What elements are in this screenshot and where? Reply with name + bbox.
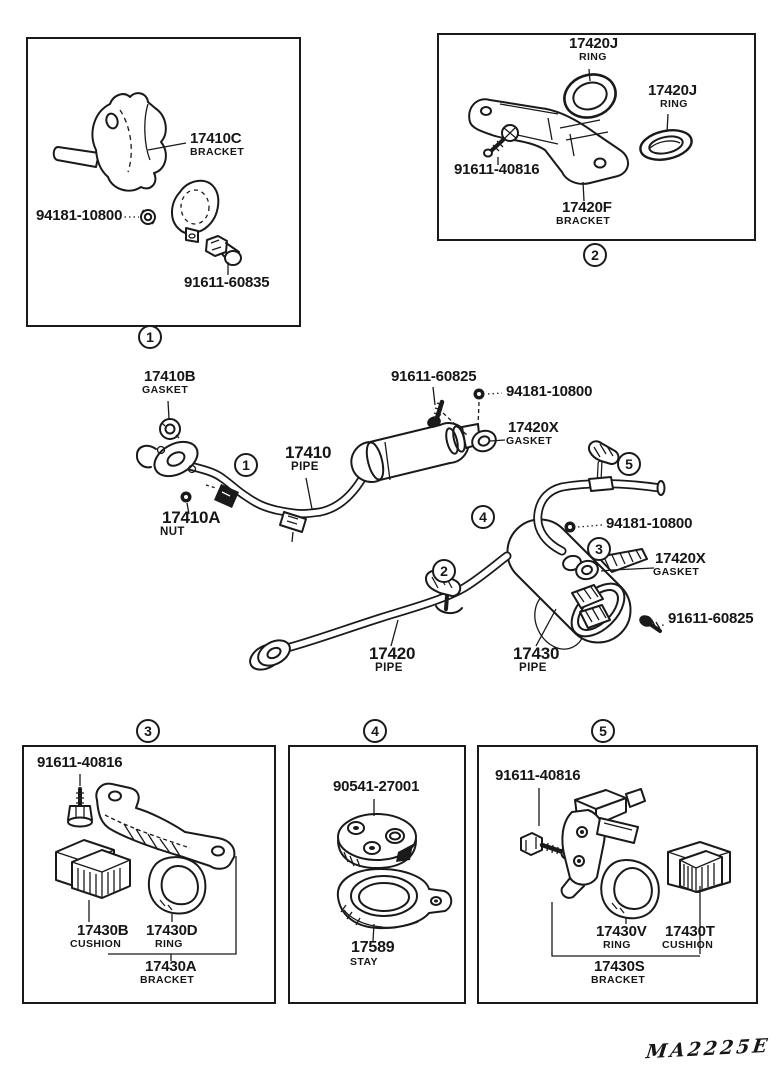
callout-main-2: 2: [432, 559, 456, 583]
part-number: 17430A: [145, 958, 197, 975]
callout-main-5: 5: [617, 452, 641, 476]
inset5-ring-drawing: [601, 860, 659, 918]
inset4-stay-drawing: [338, 869, 451, 928]
part-label-91611-40816-inset5: [495, 768, 580, 784]
part-name: BRACKET: [591, 973, 646, 986]
part-label-17430: [513, 645, 559, 675]
gasket-front-drawing: [160, 419, 180, 439]
part-label-17410a: [162, 509, 220, 539]
part-label-17420f: [556, 199, 612, 227]
muffler-drawing: [507, 519, 634, 657]
part-number: 17410C: [190, 130, 242, 147]
part-name: RING: [660, 97, 688, 110]
inset1-bracket-drawing: [54, 93, 241, 275]
part-number: 17430: [513, 644, 560, 663]
part-label-17420x-mid: [508, 420, 559, 447]
part-label-94181-10800-inset1: [36, 208, 122, 224]
drawing-code: MA2225E: [644, 1034, 772, 1064]
part-label-17420: [369, 645, 415, 675]
part-label-17430d: [146, 923, 197, 950]
part-name: CUSHION: [662, 938, 714, 951]
part-number: 94181-10800: [36, 207, 123, 224]
part-name: PIPE: [519, 661, 547, 674]
callout-inset-1: 1: [138, 325, 162, 349]
part-number: 17589: [351, 939, 395, 956]
part-number: 91611-60825: [668, 610, 754, 627]
part-number: 17420X: [655, 550, 706, 567]
part-number: 17410A: [162, 508, 221, 527]
part-name: CUSHION: [70, 937, 122, 950]
part-number: 17420J: [569, 35, 618, 52]
part-number: 94181-10800: [506, 383, 593, 400]
part-number: 91611-60835: [184, 274, 270, 291]
nut-lower-drawing: [565, 522, 576, 533]
inset4-cushion-drawing: [338, 814, 416, 868]
part-label-17410: [285, 444, 331, 474]
inset3-cushion-drawing: [56, 840, 130, 898]
part-label-17420j-upper: [569, 36, 618, 63]
part-label-94181-10800-upper: [506, 384, 592, 400]
inset1-nut-drawing: [141, 210, 155, 224]
part-name: BRACKET: [556, 214, 611, 227]
part-name: RING: [155, 937, 183, 950]
part-label-17430b: [70, 922, 129, 950]
part-number: 17420X: [508, 419, 559, 436]
part-label-17430v: [596, 924, 647, 951]
inset5-cushion-drawing: [668, 842, 730, 892]
part-number: 17430S: [594, 958, 645, 975]
part-name: STAY: [350, 955, 378, 968]
part-number: 17430D: [146, 922, 198, 939]
inset1-bolt-drawing: [206, 236, 241, 265]
part-name: GASKET: [142, 383, 189, 396]
part-label-17410b: [144, 369, 195, 396]
nut-upper-drawing: [474, 389, 485, 400]
callout-inset-4: 4: [363, 719, 387, 743]
part-name: PIPE: [291, 460, 319, 473]
part-label-90541-27001: [333, 779, 419, 795]
part-label-91611-40816-inset2: [454, 162, 539, 178]
part-label-17430s: [591, 958, 646, 986]
part-label-17430a: [140, 958, 197, 986]
part-name: NUT: [160, 525, 185, 538]
callout-inset-3: 3: [136, 719, 160, 743]
part-name: GASKET: [653, 565, 700, 578]
callout-inset-5: 5: [591, 719, 615, 743]
part-number: 91611-40816: [37, 754, 123, 771]
part-name: GASKET: [506, 434, 553, 447]
part-label-91611-40816-inset3: [37, 755, 122, 771]
callout-main-3: 3: [587, 537, 611, 561]
inset3-ring-drawing: [149, 857, 206, 913]
inset4-drawing: [338, 799, 451, 941]
part-label-17420x-rear: [655, 551, 706, 578]
part-name: RING: [603, 938, 631, 951]
part-number: 90541-27001: [333, 778, 420, 795]
part-number: 91611-40816: [454, 161, 540, 178]
callout-main-1: 1: [234, 453, 258, 477]
resonator-drawing: [351, 423, 480, 482]
part-name: RING: [579, 50, 607, 63]
part-number: 17430B: [77, 922, 129, 939]
bolt-lower-drawing: [637, 613, 660, 631]
part-label-91611-60825-lower: [668, 611, 753, 627]
part-name: PIPE: [375, 661, 403, 674]
part-label-91611-60825-upper: [391, 369, 476, 385]
part-number: 17420: [369, 644, 416, 663]
front-nut-drawing: [181, 492, 192, 503]
part-label-91611-60835: [184, 275, 269, 291]
part-number: 91611-40816: [495, 767, 581, 784]
part-label-17589: [351, 940, 395, 968]
part-number: 17420J: [648, 82, 697, 99]
part-number: 17410B: [144, 368, 196, 385]
callout-inset-2: 2: [583, 243, 607, 267]
part-number: 94181-10800: [606, 515, 693, 532]
inset3-bolt-drawing: [68, 789, 92, 827]
callout-main-4: 4: [471, 505, 495, 529]
part-number: 17420F: [562, 199, 612, 216]
part-label-94181-10800-lower: [606, 516, 692, 532]
part-name: BRACKET: [190, 145, 245, 158]
part-label-17420j-lower: [648, 83, 697, 110]
part-number: 17430T: [665, 923, 715, 940]
part-number: 17410: [285, 443, 332, 462]
part-label-17410c: [190, 131, 244, 158]
part-name: BRACKET: [140, 973, 195, 986]
part-label-17430t: [662, 923, 715, 951]
part-number: 91611-60825: [391, 368, 477, 385]
part-number: 17430V: [596, 923, 647, 940]
